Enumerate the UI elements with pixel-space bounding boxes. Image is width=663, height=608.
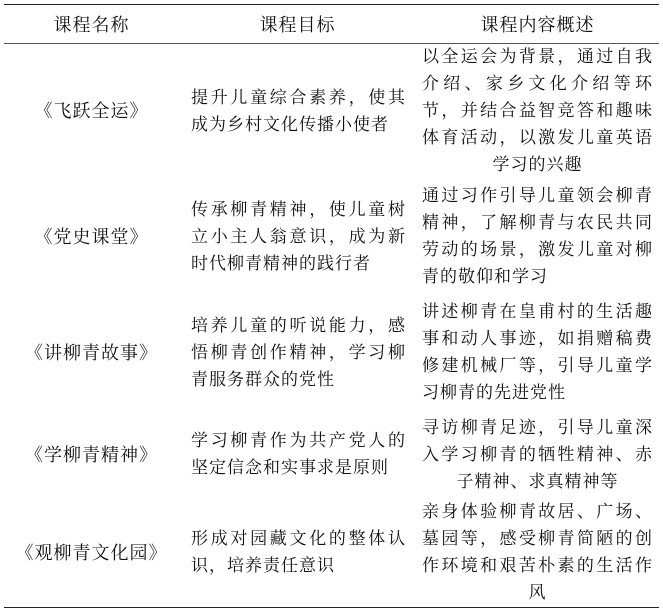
course-goal-cell: 形成对园藏文化的整体认识，培养责任意识	[191, 529, 406, 576]
table-body	[4, 44, 659, 608]
table-row	[4, 499, 659, 608]
course-name-cell: 《党史课堂》	[34, 226, 149, 248]
course-goal-cell: 培养儿童的听说能力，感悟柳青创作精神，学习柳青服务群众的党性	[191, 315, 406, 390]
course-table	[4, 4, 659, 608]
course-content-cell: 通过习作引导儿童领会柳青精神，了解柳青与农民共同劳动的场景，激发儿童对柳青的敬仰和学习	[422, 186, 653, 287]
course-content-cell: 以全运会为背景，通过自我介绍、家乡文化介绍等环节，并结合益智竞答和趣味体育活动，以激发儿童英语学习的兴趣	[422, 47, 653, 175]
course-goal-cell: 传承柳青精神，使儿童树立小主人翁意识，成为新时代柳青精神的践行者	[191, 199, 406, 274]
course-content-cell: 讲述柳青在皇甫村的生活趣事和动人事迹，如捐赠稿费修建机械厂等，引导儿童学习柳青的先进党性	[422, 302, 653, 403]
course-content-cell: 亲身体验柳青故居、广场、墓园等，感受柳青简陋的创作环境和艰苦朴素的生活作风	[422, 502, 653, 603]
course-goal-cell: 提升儿童综合素养，使其成为乡村文化传播小使者	[191, 87, 406, 135]
course-goal-cell: 学习柳青作为共产党人的坚定信念和实事求是原则	[191, 431, 406, 478]
table-row	[4, 179, 659, 295]
header-row	[4, 5, 659, 44]
course-name-cell: 《观柳青文化园》	[15, 542, 168, 564]
course-name-cell: 《飞跃全运》	[34, 101, 149, 122]
table-row	[4, 411, 659, 499]
table-row	[4, 44, 659, 180]
table-row	[4, 295, 659, 411]
course-table-container	[4, 4, 659, 603]
header-course-content: 课程内容概述	[480, 15, 595, 36]
header-course-goal: 课程目标	[259, 15, 336, 36]
course-name-cell: 《学柳青精神》	[25, 444, 158, 466]
table-header	[4, 5, 659, 44]
course-name-cell: 《讲柳青故事》	[25, 342, 158, 364]
course-content-cell: 寻访柳青足迹，引导儿童深入学习柳青的牺牲精神、赤子精神、求真精神等	[422, 417, 653, 492]
header-course-name: 课程名称	[53, 15, 130, 36]
